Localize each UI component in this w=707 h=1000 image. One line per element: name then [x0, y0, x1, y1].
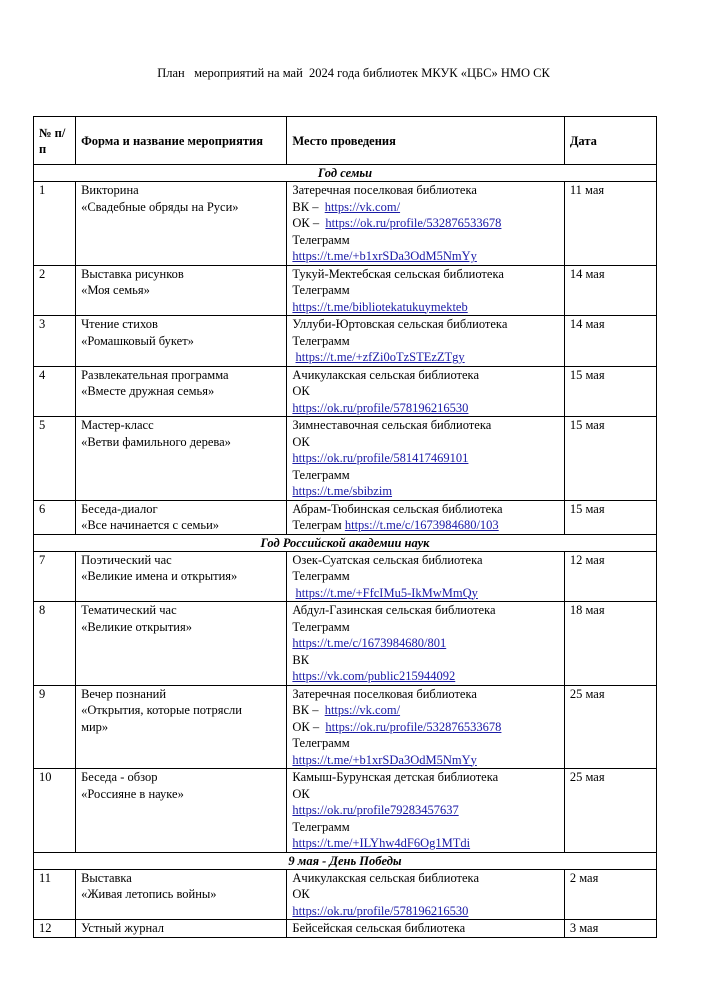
social-link[interactable]: https://ok.ru/profile79283457637 — [292, 803, 459, 817]
event-form: Тематический час — [81, 603, 177, 617]
row-number: 4 — [34, 366, 76, 417]
event-form: Викторина — [81, 183, 139, 197]
event-date: 12 мая — [564, 551, 656, 602]
table-row — [34, 551, 657, 602]
place-line — [292, 835, 558, 852]
link-label: ВК – — [292, 199, 325, 214]
event-form: Беседа - обзор — [81, 770, 158, 784]
event-form: Беседа-диалог — [81, 501, 158, 516]
place-line: ОК — [292, 384, 310, 398]
place-line: Затеречная поселковая библиотека — [292, 183, 477, 197]
event-date: 18 мая — [564, 602, 656, 686]
event-cell — [76, 769, 287, 853]
event-date: 25 мая — [564, 685, 656, 769]
section-title: Год семьи — [34, 165, 657, 182]
event-form: Выставка рисунков — [81, 266, 184, 281]
place-line — [292, 702, 558, 719]
place-line — [292, 635, 558, 652]
table-header-row — [34, 117, 657, 165]
link-label: ОК – — [292, 216, 326, 230]
section-title: 9 мая - День Победы — [34, 852, 657, 869]
place-line — [292, 400, 558, 417]
table-row — [34, 500, 657, 534]
event-name: «Россияне в науке» — [81, 786, 184, 801]
row-number: 12 — [34, 920, 76, 938]
row-number: 1 — [34, 182, 76, 266]
place-cell — [287, 366, 564, 417]
event-name: мир» — [81, 719, 109, 734]
place-line — [292, 199, 558, 216]
table-row — [34, 685, 657, 769]
header-place: Место проведения — [287, 117, 564, 165]
event-form: Чтение стихов — [81, 317, 158, 331]
place-line: Ачикулакская сельская библиотека — [292, 367, 479, 382]
social-link[interactable]: https://t.me/+b1xrSDa3OdM5NmYy — [292, 249, 477, 263]
place-line: ВК — [292, 652, 310, 667]
event-cell — [76, 869, 287, 920]
link-label: ВК – — [292, 703, 325, 717]
event-cell — [76, 602, 287, 686]
event-cell — [76, 685, 287, 769]
section-row — [34, 165, 657, 182]
social-link[interactable]: https://t.me/+FfcIMu5-IkMwMmQy — [295, 585, 478, 600]
row-number: 5 — [34, 417, 76, 501]
events-table — [33, 116, 657, 938]
place-cell — [287, 265, 564, 316]
place-line — [292, 349, 558, 366]
social-link[interactable]: https://ok.ru/profile/532876533678 — [325, 216, 502, 230]
row-number: 10 — [34, 769, 76, 853]
event-name: «Великие имена и открытия» — [81, 569, 238, 583]
event-name: «Вместе дружная семья» — [81, 384, 215, 398]
place-line: Телеграмм — [292, 736, 350, 750]
social-link[interactable]: https://ok.ru/profile/578196216530 — [292, 903, 469, 918]
place-line: Тукуй-Мектебская сельская библиотека — [292, 266, 504, 281]
place-line: Телеграмм — [292, 819, 350, 834]
place-line — [292, 483, 558, 500]
social-link[interactable]: https://t.me/c/1673984680/801 — [292, 636, 447, 650]
section-row — [34, 534, 657, 551]
table-row — [34, 182, 657, 266]
table-body — [34, 165, 657, 938]
social-link[interactable]: https://vk.com/public215944092 — [292, 669, 456, 683]
social-link[interactable]: https://t.me/+zfZi0oTzSTEzZTgy — [295, 350, 465, 364]
event-date: 15 мая — [564, 366, 656, 417]
social-link[interactable]: https://vk.com/ — [324, 703, 401, 717]
place-cell — [287, 551, 564, 602]
table-row — [34, 417, 657, 501]
event-cell — [76, 265, 287, 316]
social-link[interactable]: https://ok.ru/profile/532876533678 — [325, 719, 502, 734]
place-line: Абдул-Газинская сельская библиотека — [292, 603, 496, 617]
page-title: План мероприятий на май 2024 года библиотек МКУК «ЦБС» НМО СК — [157, 66, 550, 80]
place-cell — [287, 769, 564, 853]
place-line: ОК — [292, 887, 310, 901]
table-row — [34, 869, 657, 920]
place-line: Телеграмм — [292, 467, 350, 482]
place-line: Уллуби-Юртовская сельская библиотека — [292, 317, 508, 331]
place-line — [292, 450, 558, 467]
table-row — [34, 920, 657, 938]
event-name: «Свадебные обряды на Руси» — [81, 199, 239, 214]
row-number: 7 — [34, 551, 76, 602]
event-form: Выставка — [81, 870, 132, 885]
event-date: 14 мая — [564, 265, 656, 316]
place-line: Озек-Суатская сельская библиотека — [292, 552, 483, 567]
header-event: Форма и название мероприятия — [76, 117, 287, 165]
section-row — [34, 852, 657, 869]
event-cell — [76, 182, 287, 266]
place-line: Ачикулакская сельская библиотека — [292, 870, 479, 885]
event-date: 2 мая — [564, 869, 656, 920]
place-line: Телеграмм — [292, 569, 350, 583]
table-row — [34, 316, 657, 367]
place-line: Зимнеставочная сельская библиотека — [292, 418, 492, 432]
event-date: 14 мая — [564, 316, 656, 367]
place-line: Бейсейская сельская библиотека — [292, 921, 466, 935]
place-line — [292, 248, 558, 265]
event-cell — [76, 316, 287, 367]
place-line: Телеграмм — [292, 333, 350, 348]
place-line — [292, 719, 558, 736]
event-form: Вечер познаний — [81, 686, 167, 701]
social-link[interactable]: https://t.me/c/1673984680/103 — [344, 518, 499, 532]
event-date: 3 мая — [564, 920, 656, 938]
event-name: «Великие открытия» — [81, 619, 192, 634]
event-form: Мастер-класс — [81, 418, 154, 432]
row-number: 6 — [34, 500, 76, 534]
table-row — [34, 602, 657, 686]
table-row — [34, 366, 657, 417]
event-form: Развлекательная программа — [81, 367, 229, 382]
place-line — [292, 802, 558, 819]
event-cell — [76, 920, 287, 938]
event-cell — [76, 500, 287, 534]
social-link[interactable]: https://vk.com/ — [324, 199, 401, 214]
place-line — [292, 752, 558, 769]
place-line: ОК — [292, 786, 310, 801]
event-name: «Открытия, которые потрясли — [81, 703, 242, 717]
social-link[interactable]: https://t.me/bibliotekatukuymekteb — [292, 299, 468, 314]
place-cell — [287, 685, 564, 769]
social-link[interactable]: https://ok.ru/profile/581417469101 — [292, 451, 469, 465]
place-cell — [287, 417, 564, 501]
social-link[interactable]: https://ok.ru/profile/578196216530 — [292, 400, 469, 415]
place-line: Телеграмм — [292, 232, 350, 247]
event-cell — [76, 417, 287, 501]
header-date: Дата — [564, 117, 656, 165]
event-name: «Живая летопись войны» — [81, 887, 217, 901]
social-link[interactable]: https://t.me/+b1xrSDa3OdM5NmYy — [292, 752, 477, 767]
place-line: Телеграмм — [292, 619, 350, 634]
place-line: Камыш-Бурунская детская библиотека — [292, 770, 499, 784]
place-cell — [287, 920, 564, 938]
event-name: «Все начинается с семьи» — [81, 518, 220, 532]
place-line — [292, 299, 558, 316]
header-num: № п/п — [34, 117, 76, 165]
section-title: Год Российской академии наук — [34, 534, 657, 551]
social-link[interactable]: https://t.me/+ILYhw4dF6Og1MTdi — [292, 836, 471, 850]
row-number: 3 — [34, 316, 76, 367]
event-name: «Ромашковый букет» — [81, 333, 194, 348]
social-link[interactable]: https://t.me/sbibzim — [292, 484, 393, 498]
link-label: Телеграм — [292, 518, 345, 532]
event-date: 11 мая — [564, 182, 656, 266]
place-line: Абрам-Тюбинская сельская библиотека — [292, 501, 503, 516]
table-row — [34, 265, 657, 316]
row-number: 2 — [34, 265, 76, 316]
event-name: «Моя семья» — [81, 283, 150, 297]
place-line: ОК — [292, 434, 310, 449]
event-name: «Ветви фамильного дерева» — [81, 434, 231, 449]
link-label: ОК – — [292, 719, 326, 734]
place-cell — [287, 602, 564, 686]
event-form: Поэтический час — [81, 552, 172, 567]
event-cell — [76, 366, 287, 417]
event-cell — [76, 551, 287, 602]
place-cell — [287, 500, 564, 534]
place-cell — [287, 182, 564, 266]
event-date: 15 мая — [564, 500, 656, 534]
row-number: 8 — [34, 602, 76, 686]
event-form: Устный журнал — [81, 921, 165, 935]
table-row — [34, 769, 657, 853]
place-line — [292, 517, 558, 534]
row-number: 9 — [34, 685, 76, 769]
place-line: Телеграмм — [292, 283, 350, 297]
row-number: 11 — [34, 869, 76, 920]
place-line — [292, 668, 558, 685]
place-line: Затеречная поселковая библиотека — [292, 686, 477, 701]
place-line — [292, 903, 558, 920]
event-date: 15 мая — [564, 417, 656, 501]
place-line — [292, 585, 558, 602]
place-line — [292, 215, 558, 232]
place-cell — [287, 869, 564, 920]
event-date: 25 мая — [564, 769, 656, 853]
place-cell — [287, 316, 564, 367]
